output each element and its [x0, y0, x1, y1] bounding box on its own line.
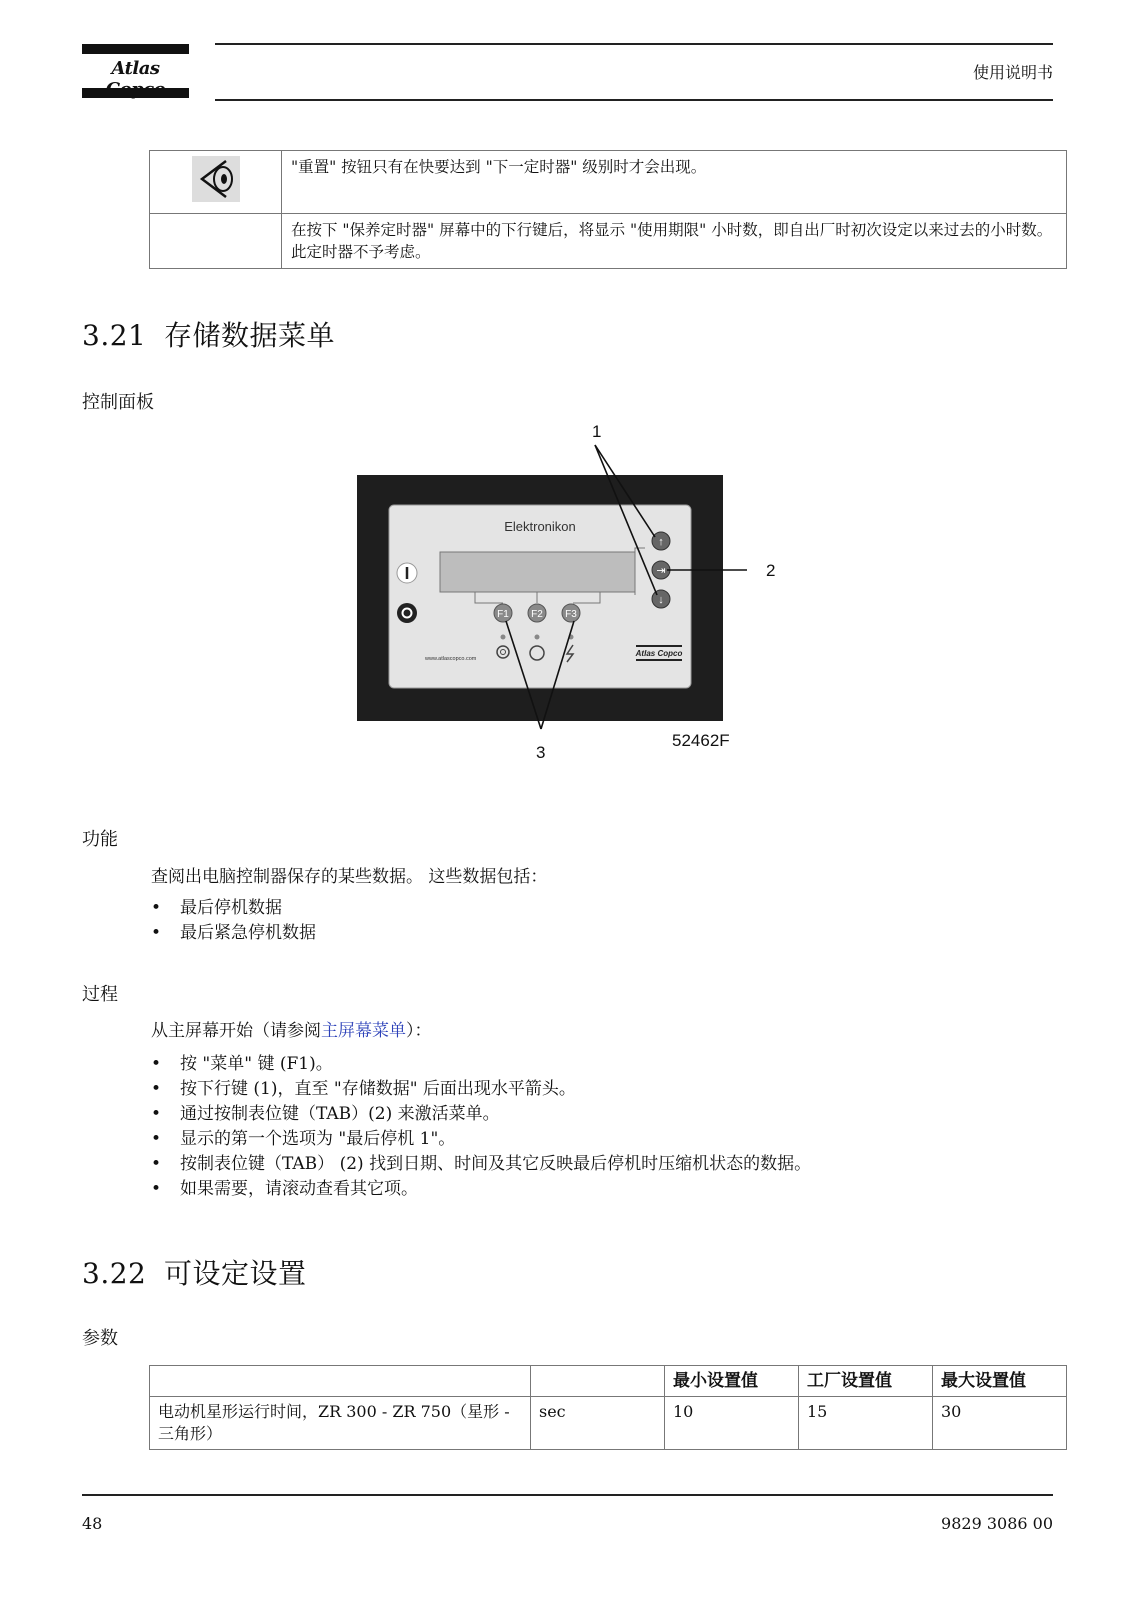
header-rule-bottom	[215, 99, 1053, 101]
procedure-intro-prefix: 从主屏幕开始（请参阅	[151, 1021, 321, 1041]
header-rule-top	[215, 43, 1053, 45]
section-number: 3.21	[82, 319, 147, 352]
control-panel-figure	[355, 422, 776, 785]
control-panel-heading: 控制面板	[82, 392, 154, 413]
list-item: • 按 "菜单" 键 (F1)。	[151, 1052, 811, 1077]
list-item: • 按制表位键（TAB） (2) 找到日期、时间及其它反映最后停机时压缩机状态的数据。	[151, 1152, 811, 1177]
list-item: • 如果需要，请滚动查看其它项。	[151, 1177, 811, 1202]
procedure-heading: 过程	[82, 984, 118, 1005]
svg-text:↓: ↓	[658, 594, 664, 606]
f-keys	[494, 604, 580, 622]
panel-logo: Atlas Copco	[635, 649, 683, 658]
document-title: 使用说明书	[972, 63, 1053, 82]
info-icon-cell	[150, 151, 282, 214]
callout-3: 3	[536, 743, 546, 762]
table-header-cell	[531, 1366, 665, 1397]
section-title: 可设定设置	[164, 1257, 307, 1290]
stop-button	[397, 603, 417, 623]
document-code: 9829 3086 00	[941, 1514, 1053, 1533]
function-text: 查阅出电脑控制器保存的某些数据。 这些数据包括：	[151, 867, 548, 887]
params-heading: 参数	[82, 1328, 118, 1349]
info-text: 在按下 "保养定时器" 屏幕中的下行键后，将显示 "使用期限" 小时数，即自出厂时初次设定以来过去的小时数。 此定时器不予考虑。	[282, 214, 1067, 269]
table-row	[150, 1397, 1067, 1450]
section-heading-3-22	[82, 1252, 307, 1292]
atlas-copco-logo	[82, 44, 189, 98]
callout-1: 1	[592, 422, 602, 441]
table-header-cell: 最小设置值	[665, 1366, 799, 1397]
info-table	[149, 150, 1067, 269]
eye-icon	[192, 156, 240, 202]
info-row	[150, 214, 1067, 269]
procedure-intro	[151, 1016, 432, 1041]
table-cell: 10	[665, 1397, 799, 1450]
info-icon-cell	[150, 214, 282, 269]
f2-key-label: F2	[531, 609, 543, 620]
page-number: 48	[82, 1514, 103, 1533]
table-cell: 电动机星形运行时间，ZR 300 - ZR 750（星形 - 三角形）	[150, 1397, 531, 1450]
procedure-intro-suffix: ）：	[406, 1021, 432, 1041]
function-list	[151, 896, 316, 946]
f1-key-label: F1	[497, 609, 509, 620]
list-item: • 显示的第一个选项为 "最后停机 1"。	[151, 1127, 811, 1152]
svg-text:⇥: ⇥	[656, 565, 666, 577]
table-cell: 15	[799, 1397, 933, 1450]
section-heading-3-21	[82, 314, 335, 354]
table-cell: sec	[531, 1397, 665, 1450]
callout-2: 2	[766, 561, 776, 580]
info-text: "重置" 按钮只有在快要达到 "下一定时器" 级别时才会出现。	[282, 151, 1067, 214]
panel-brand: Elektronikon	[504, 519, 576, 534]
list-item: • 最后停机数据	[151, 896, 316, 921]
table-header-row	[150, 1366, 1067, 1397]
list-item: • 通过按制表位键（TAB）(2) 来激活菜单。	[151, 1102, 811, 1127]
main-screen-menu-link[interactable]: 主屏幕菜单	[321, 1021, 406, 1041]
figure-code: 52462F	[672, 731, 730, 750]
lcd-display	[440, 552, 635, 592]
svg-text:↑: ↑	[658, 536, 664, 548]
section-number: 3.22	[82, 1257, 147, 1290]
logo-text: Atlas	[111, 58, 160, 79]
table-cell: 30	[933, 1397, 1067, 1450]
list-item: • 按下行键 (1)，直至 "存储数据" 后面出现水平箭头。	[151, 1077, 811, 1102]
panel-website: www.atlascopco.com	[425, 656, 477, 662]
parameter-table	[149, 1365, 1067, 1450]
table-header-cell: 工厂设置值	[799, 1366, 933, 1397]
table-header-cell	[150, 1366, 531, 1397]
list-item: • 最后紧急停机数据	[151, 921, 316, 946]
procedure-list	[151, 1052, 811, 1202]
function-heading: 功能	[82, 829, 118, 850]
table-header-cell: 最大设置值	[933, 1366, 1067, 1397]
f3-key-label: F3	[565, 609, 577, 620]
info-row	[150, 151, 1067, 214]
footer-rule	[82, 1494, 1053, 1496]
section-title: 存储数据菜单	[164, 319, 336, 352]
